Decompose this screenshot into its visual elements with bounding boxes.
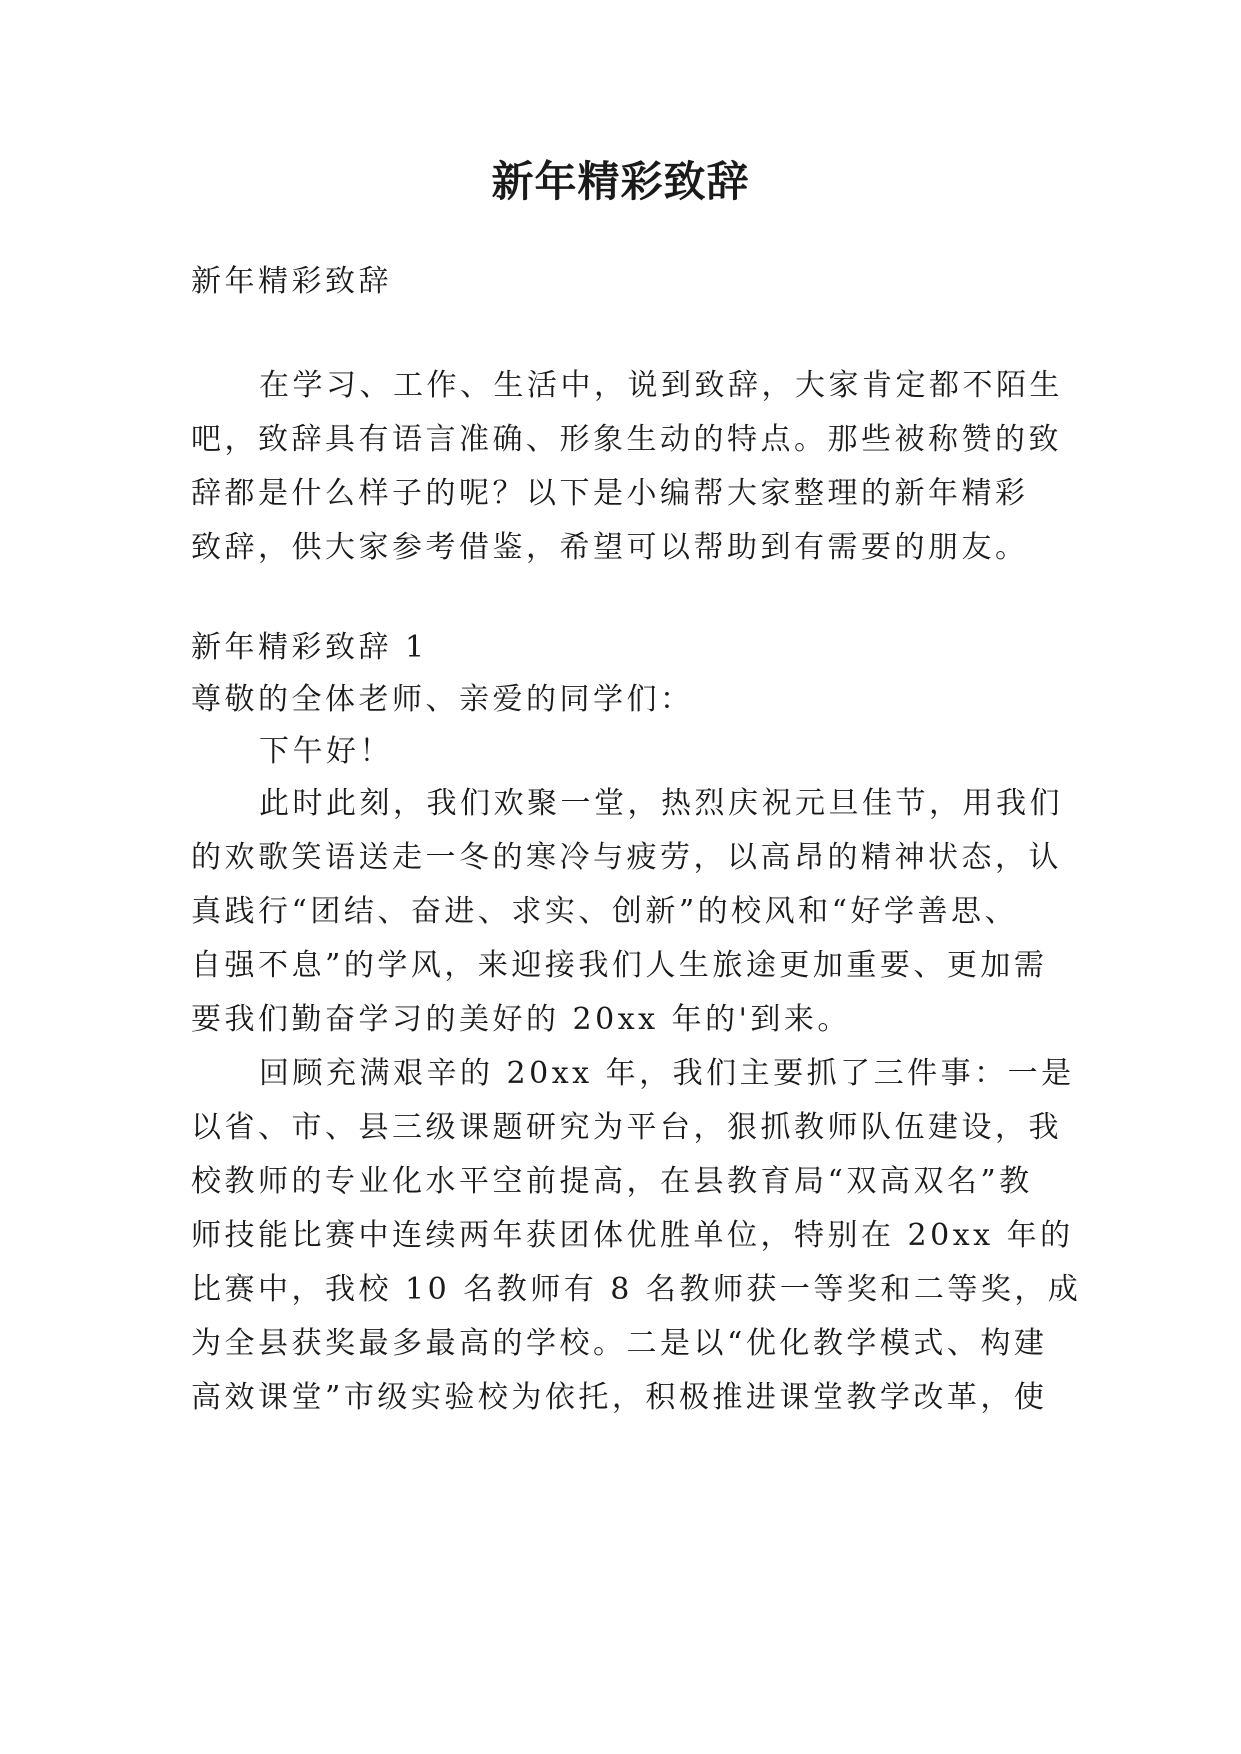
intro-line: 在学习、工作、生活中，说到致辞，大家肯定都不陌生	[259, 368, 1063, 403]
intro-line: 辞都是什么样子的呢？以下是小编帮大家整理的新年精彩	[191, 476, 1029, 511]
paragraph-line: 的欢歌笑语送走一冬的寒冷与疲劳，以高昂的精神状态，认	[191, 840, 1062, 875]
paragraph-line: 比赛中，我校 10 名教师有 8 名教师获一等奖和二等奖，成	[191, 1272, 1082, 1307]
paragraph-line: 校教师的专业化水平空前提高，在县教育局“双高双名”教	[191, 1164, 1033, 1199]
paragraph-line: 此时此刻，我们欢聚一堂，热烈庆祝元旦佳节，用我们	[259, 786, 1063, 821]
paragraph-line: 真践行“团结、奋进、求实、创新”的校风和“好学善思、	[191, 894, 1019, 929]
section-heading: 新年精彩致辞 1	[191, 630, 428, 665]
paragraph-line: 师技能比赛中连续两年获团体优胜单位，特别在 20xx 年的	[191, 1218, 1074, 1253]
document-subtitle: 新年精彩致辞	[191, 264, 392, 299]
paragraph-line: 为全县获奖最多最高的学校。二是以“优化教学模式、构建	[191, 1326, 1048, 1361]
paragraph-line: 要我们勤奋学习的美好的 20xx 年的'到来。	[191, 1002, 851, 1037]
paragraph-line: 高效课堂”市级实验校为依托，积极推进课堂教学改革，使	[191, 1380, 1048, 1415]
salutation: 尊敬的全体老师、亲爱的同学们：	[191, 682, 694, 717]
paragraph-line: 以省、市、县三级课题研究为平台，狠抓教师队伍建设，我	[191, 1110, 1062, 1145]
greeting: 下午好！	[259, 734, 393, 769]
intro-line: 吧，致辞具有语言准确、形象生动的特点。那些被称赞的致	[191, 422, 1062, 457]
intro-line: 致辞，供大家参考借鉴，希望可以帮助到有需要的朋友。	[191, 530, 1029, 565]
document-title: 新年精彩致辞	[491, 157, 750, 206]
paragraph-line: 自强不息”的学风，来迎接我们人生旅途更加重要、更加需	[191, 948, 1048, 983]
paragraph-line: 回顾充满艰辛的 20xx 年，我们主要抓了三件事：一是	[259, 1056, 1075, 1091]
